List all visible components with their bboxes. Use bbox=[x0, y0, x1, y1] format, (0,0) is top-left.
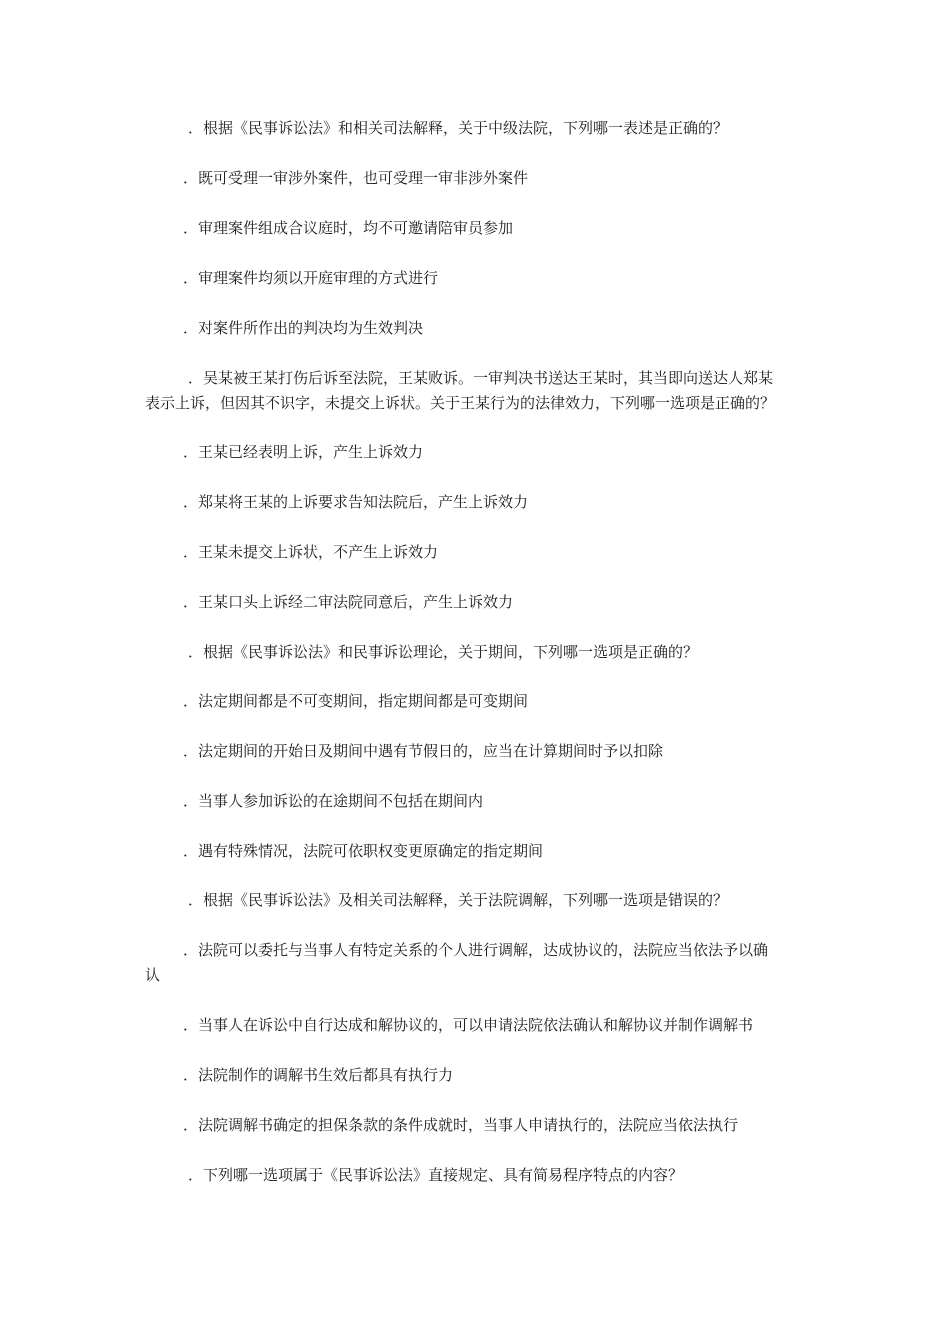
question-4-option-b: ．当事人在诉讼中自行达成和解协议的，可以申请法院依法确认和解协议并制作调解书 bbox=[183, 1016, 754, 1034]
question-2-option-d: ．王某口头上诉经二审法院同意后，产生上诉效力 bbox=[183, 593, 514, 611]
question-3-option-c: ．当事人参加诉讼的在途期间不包括在期间内 bbox=[183, 792, 484, 810]
question-1-option-d: ．对案件所作出的判决均为生效判决 bbox=[183, 319, 424, 337]
question-3-option-d: ．遇有特殊情况，法院可依职权变更原确定的指定期间 bbox=[183, 842, 544, 860]
question-4-option-c: ．法院制作的调解书生效后都具有执行力 bbox=[183, 1066, 454, 1084]
question-2-stem-line-2: 表示上诉，但因其不识字，未提交上诉状。关于王某行为的法律效力，下列哪一选项是正确的？ bbox=[145, 394, 776, 412]
question-4-option-a-line-2: 认 bbox=[145, 966, 161, 984]
question-2-option-c: ．王某未提交上诉状，不产生上诉效力 bbox=[183, 543, 439, 561]
question-4-stem: ．根据《民事诉讼法》及相关司法解释，关于法院调解，下列哪一选项是错误的？ bbox=[188, 891, 729, 909]
question-3-option-a: ．法定期间都是不可变期间，指定期间都是可变期间 bbox=[183, 692, 529, 710]
question-2-option-a: ．王某已经表明上诉，产生上诉效力 bbox=[183, 443, 424, 461]
question-4-option-d: ．法院调解书确定的担保条款的条件成就时，当事人申请执行的，法院应当依法执行 bbox=[183, 1116, 739, 1134]
question-3-option-b: ．法定期间的开始日及期间中遇有节假日的，应当在计算期间时予以扣除 bbox=[183, 742, 664, 760]
question-1-option-a: ．既可受理一审涉外案件，也可受理一审非涉外案件 bbox=[183, 169, 529, 187]
question-4-option-a-line-1: ．法院可以委托与当事人有特定关系的个人进行调解，达成协议的，法院应当依法予以确 bbox=[183, 941, 769, 959]
question-2-stem-line-1: ．吴某被王某打伤后诉至法院，王某败诉。一审判决书送达王某时，其当即向送达人郑某 bbox=[188, 369, 774, 387]
question-2-option-b: ．郑某将王某的上诉要求告知法院后，产生上诉效力 bbox=[183, 493, 529, 511]
question-1-option-b: ．审理案件组成合议庭时，均不可邀请陪审员参加 bbox=[183, 219, 514, 237]
question-1-stem: ．根据《民事诉讼法》和相关司法解释，关于中级法院，下列哪一表述是正确的？ bbox=[188, 119, 729, 137]
question-3-stem: ．根据《民事诉讼法》和民事诉讼理论，关于期间，下列哪一选项是正确的？ bbox=[188, 643, 699, 661]
question-1-option-c: ．审理案件均须以开庭审理的方式进行 bbox=[183, 269, 439, 287]
question-5-stem: ．下列哪一选项属于《民事诉讼法》直接规定、具有简易程序特点的内容？ bbox=[188, 1166, 684, 1184]
